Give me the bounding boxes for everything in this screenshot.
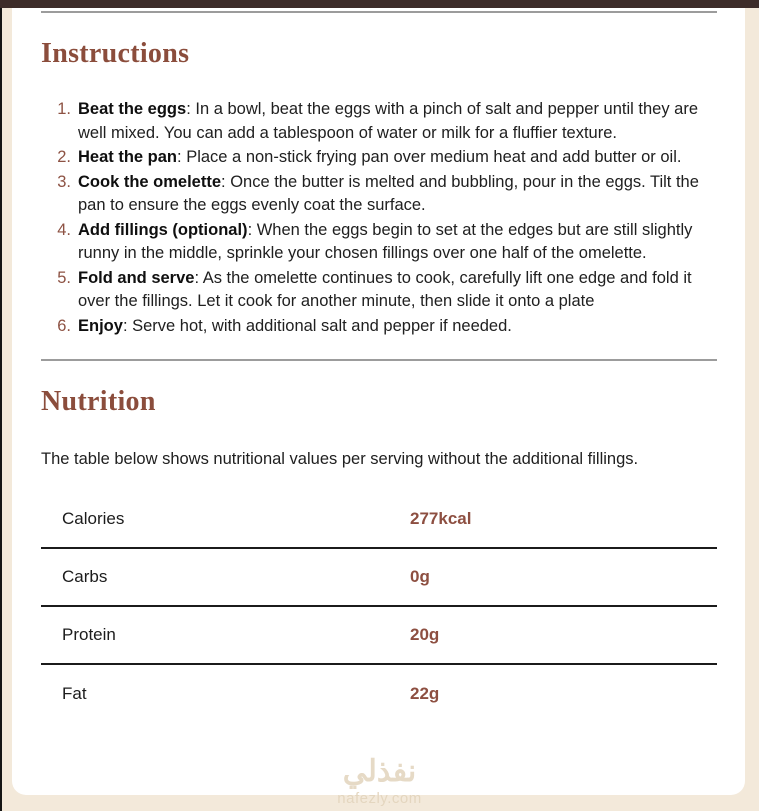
item-description: : Serve hot, with additional salt and pepper if needed. xyxy=(122,316,512,335)
section-divider xyxy=(41,359,717,361)
nutrition-table xyxy=(41,491,717,723)
item-label: Cook the omelette xyxy=(78,172,222,191)
instruction-item xyxy=(41,219,717,266)
nutrient-value: 277kcal xyxy=(410,509,472,528)
recipe-card xyxy=(12,8,745,795)
item-number: 6. xyxy=(57,316,71,335)
nutrient-label: Protein xyxy=(62,625,116,644)
nutrition-section xyxy=(41,386,717,723)
item-number: 3. xyxy=(57,172,71,191)
instruction-item xyxy=(41,171,717,218)
item-text xyxy=(78,146,681,170)
nutrient-label: Carbs xyxy=(62,567,108,586)
item-text xyxy=(78,315,512,339)
item-description: : As the omelette continues to cook, carefully lift one edge and fold it over the fillings. Let it cook for another minute, then slide it onto a plate xyxy=(78,268,692,310)
item-text xyxy=(78,267,717,314)
item-description: : Place a non-stick frying pan over medium heat and add butter or oil. xyxy=(177,148,682,166)
item-description: : Once the butter is melted and bubbling, pour in the eggs. Tilt the pan to ensure the eggs evenly coat the surface. xyxy=(78,172,699,214)
top-divider xyxy=(41,11,717,13)
item-number: 4. xyxy=(57,220,71,239)
nutrition-heading: Nutrition xyxy=(41,386,156,417)
item-text xyxy=(78,219,717,266)
table-row xyxy=(41,491,717,549)
instruction-item xyxy=(41,146,717,170)
watermark-arabic-text: نفذلي xyxy=(342,755,417,788)
item-label: Fold and serve xyxy=(78,268,195,287)
table-row xyxy=(41,665,717,723)
item-label: Enjoy xyxy=(78,316,123,335)
item-description: : In a bowl, beat the eggs with a pinch of salt and pepper until they are well mixed. You can add a tablespoon of water or milk for a fluffier texture. xyxy=(78,100,699,142)
item-text xyxy=(78,171,717,218)
top-accent-bar xyxy=(0,0,759,8)
item-label: Add fillings (optional) xyxy=(78,220,248,239)
nutrient-label: Calories xyxy=(62,509,125,528)
instructions-list xyxy=(41,98,717,338)
item-label: Beat the eggs xyxy=(78,100,187,118)
table-row xyxy=(41,607,717,665)
watermark-domain-text: nafezly.com xyxy=(337,790,422,807)
nutrient-value: 20g xyxy=(410,625,440,644)
nutrition-intro: The table below shows nutritional values per serving without the additional fillings. xyxy=(41,450,639,468)
item-number: 5. xyxy=(57,268,71,287)
item-number: 1. xyxy=(57,100,71,118)
item-label: Heat the pan xyxy=(78,148,178,166)
instruction-item xyxy=(41,98,717,145)
nutrient-value: 0g xyxy=(410,567,430,586)
instruction-item xyxy=(41,267,717,314)
instruction-item xyxy=(41,315,717,339)
item-number: 2. xyxy=(57,148,71,166)
nutrient-value: 22g xyxy=(410,684,440,703)
item-description: : When the eggs begin to set at the edges but are still slightly runny in the middle, sprinkle your chosen fillings over one half of the omelette. xyxy=(78,220,693,262)
left-edge-line xyxy=(0,0,2,811)
instructions-section xyxy=(41,38,717,338)
instructions-heading: Instructions xyxy=(41,38,190,69)
table-row xyxy=(41,549,717,607)
nutrient-label: Fat xyxy=(62,684,87,703)
item-text xyxy=(78,98,717,145)
